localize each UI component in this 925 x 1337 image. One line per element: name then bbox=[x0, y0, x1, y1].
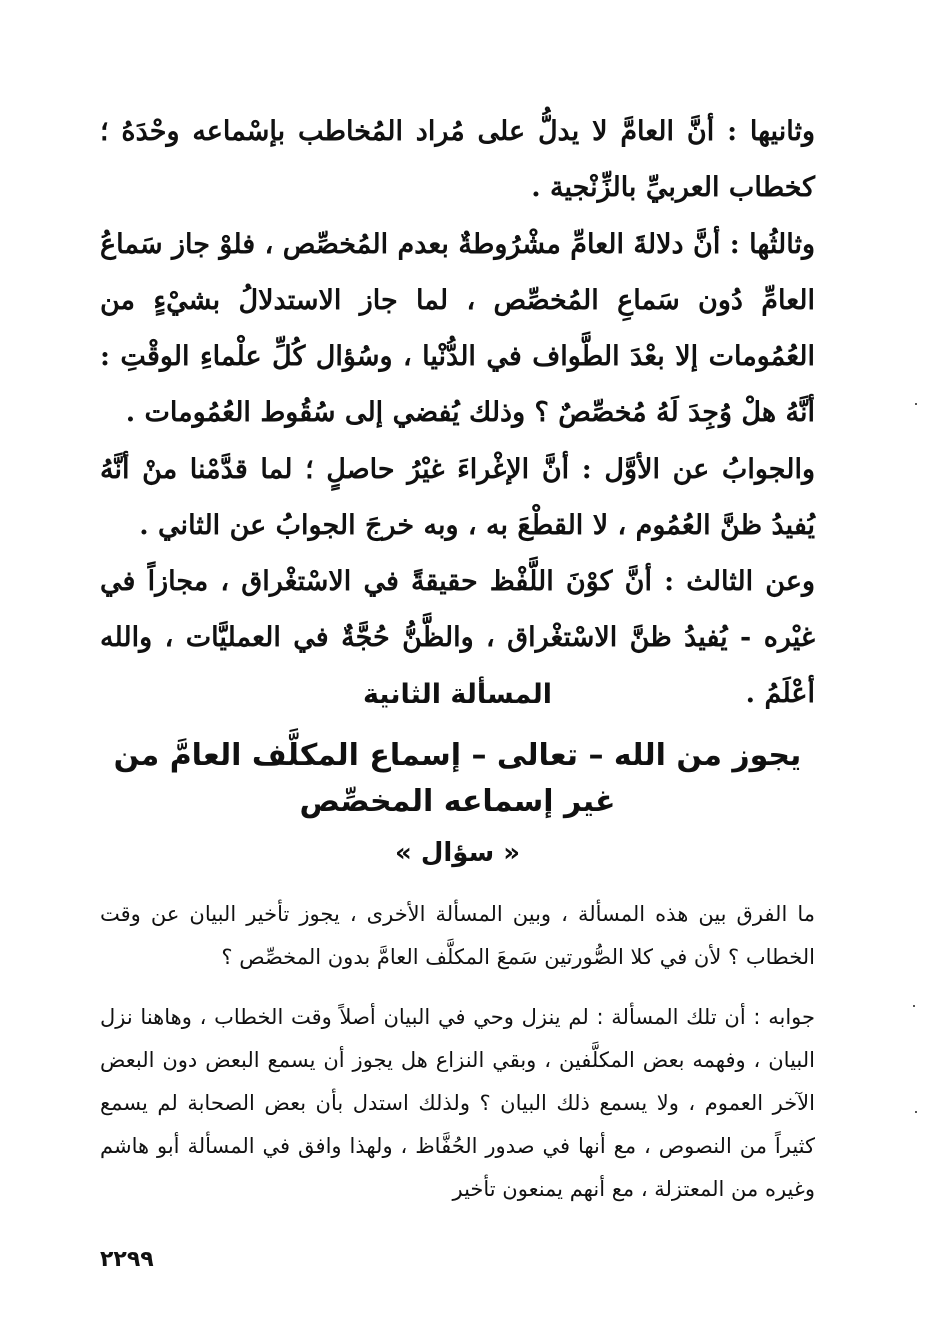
scan-speck bbox=[915, 1111, 917, 1113]
scan-speck bbox=[913, 1005, 915, 1007]
scan-speck bbox=[915, 403, 917, 405]
paragraph-third-argument: وثالثُها : أنَّ دلالةَ العامِّ مشْرُوطةٌ بعدم المُخصِّص ، فلوْ جاز سَماعُ العامِّ دُون سَماعِ المُخصِّص ، لما جاز الاستدلالُ بشيْءٍ من العُمُومات إلا بعْدَ الطَّواف في الدُّنْيا ، وسُؤال كُلِّ علْماءِ الوقْتِ : أنَّهُ هلْ وُجِدَ لَهُ مُخصِّصٌ ؟ وذلك يُفضي إلى سُقُوط العُمُومات . bbox=[100, 229, 815, 428]
question-heading: « سؤال » bbox=[394, 838, 521, 868]
section-subtitle: يجوز من الله – تعالى – إسماع المكلَّف العامَّ من غير إسماعه المخصِّص bbox=[113, 738, 802, 819]
paragraph-reply-first: والجوابُ عن الأوَّل : أنَّ الإغْراءَ غيْرُ حاصلٍ ؛ لما قدَّمْنا منْ أنَّهُ يُفيدُ ظنَّ العُمُوم ، لا القطْعَ به ، وبه خرجَ الجوابُ عن الثاني . bbox=[100, 454, 815, 541]
question-text: ما الفرق بين هذه المسألة ، وبين المسألة الأخرى ، يجوز تأخير البيان عن وقت الخطاب ؟ لأن في كلا الصُّورتين سَمعَ المكلَّف العامَّ بدون المخصِّص ؟ bbox=[100, 902, 815, 969]
answer-text: جوابه : أن تلك المسألة : لم ينزل وحي في البيان أصلاً وقت الخطاب ، وهاهنا نزل البيان ، وفهمه بعض المكلَّفين ، وبقي النزاع هل يجوز أن يسمع البعض دون البعض الآخر العموم ، ولا يسمع ذلك البيان ؟ ولذلك استدل بأن بعض الصحابة لم يسمع كثيراً من النصوص ، مع أنها في صدور الحُفَّاظ ، ولهذا وافق في المسألة أبو هاشم وغيره من المعتزلة ، مع أنهم يمنعون تأخير bbox=[100, 1005, 815, 1201]
paragraph-reply-third: وعن الثالث : أنَّ كوْنَ اللَّفْظ حقيقةً في الاسْتغْراق ، مجازاً في غيْره - يُفيدُ ظنَّ الاسْتغْراق ، والظَّنُّ حُجَّةٌ في العمليَّات ، والله أعْلَمُ . bbox=[100, 566, 815, 709]
paragraph-second-argument: وثانيها : أنَّ العامَّ لا يدلُّ على مُراد المُخاطب بإسْماعه وحْدَهُ ؛ كخطاب العربيِّ بالزِّنْجية . bbox=[100, 116, 815, 203]
page-number: ٢٢٩٩ bbox=[100, 1247, 154, 1272]
section-title: المسألة الثانية bbox=[362, 679, 553, 710]
